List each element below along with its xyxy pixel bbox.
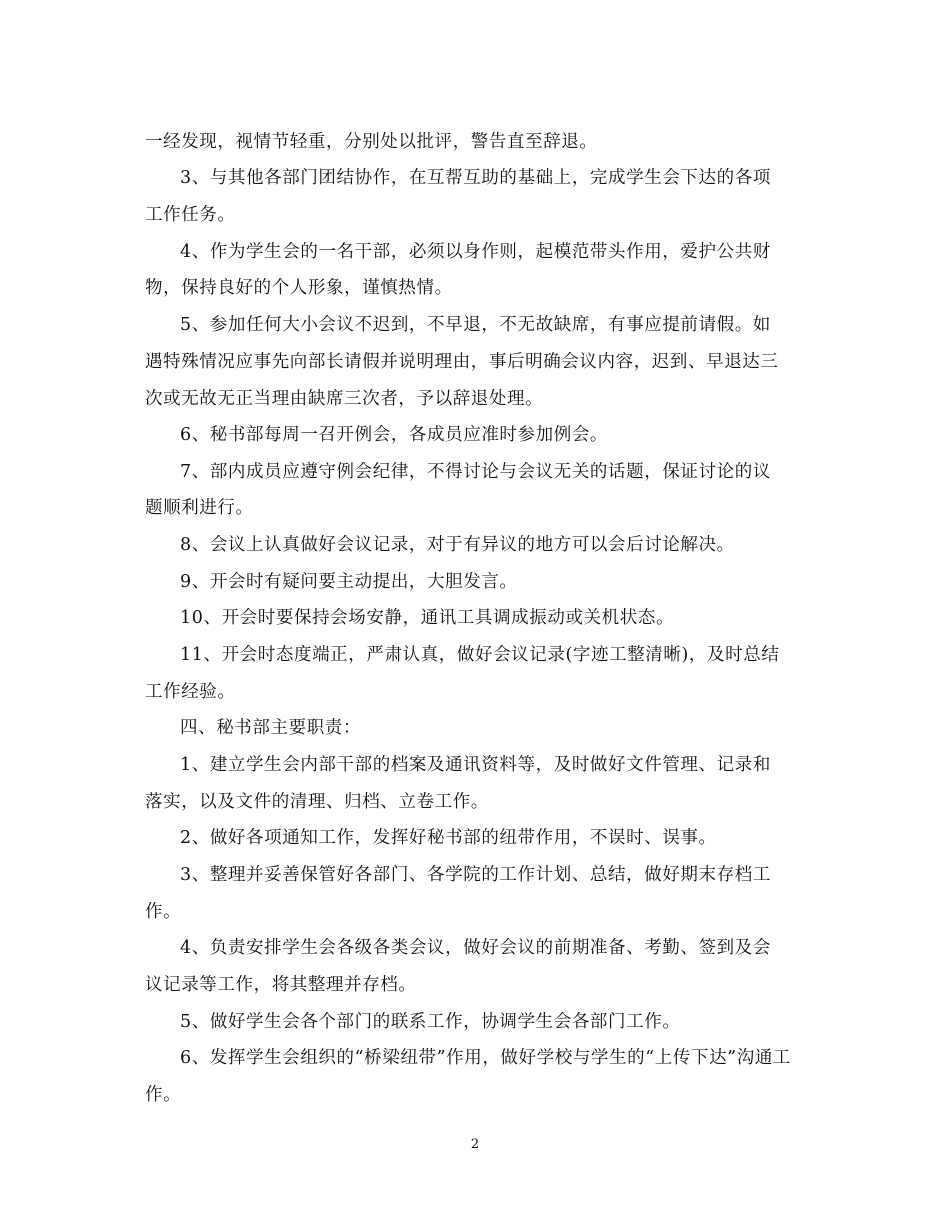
text-line: 2、做好各项通知工作，发挥好秘书部的纽带作用，不误时、误事。 bbox=[180, 828, 717, 848]
text-line: 4、负责安排学生会各级各类会议，做好会议的前期准备、考勤、签到及会 bbox=[180, 938, 771, 958]
section-heading: 四、秘书部主要职责： bbox=[180, 718, 361, 738]
text-line: 落实，以及文件的清理、归档、立卷工作。 bbox=[145, 792, 489, 812]
text-line: 作。 bbox=[145, 902, 182, 922]
text-line: 11、开会时态度端正，严肃认真，做好会议记录(字迹工整清晰)，及时总结 bbox=[180, 645, 780, 665]
text-line: 6、发挥学生会组织的“桥梁纽带”作用，做好学校与学生的“上传下达”沟通工 bbox=[180, 1048, 792, 1068]
text-line: 10、开会时要保持会场安静，通讯工具调成振动或关机状态。 bbox=[180, 608, 675, 628]
text-line: 作。 bbox=[145, 1085, 182, 1105]
text-line: 6、秘书部每周一召开例会，各成员应准时参加例会。 bbox=[180, 425, 609, 445]
text-line: 5、参加任何大小会议不迟到，不早退，不无故缺席，有事应提前请假。如 bbox=[180, 315, 771, 335]
text-line: 物，保持良好的个人形象，谨慎热情。 bbox=[145, 278, 453, 298]
text-line: 题顺利进行。 bbox=[145, 498, 254, 518]
text-line: 一经发现，视情节轻重，分别处以批评，警告直至辞退。 bbox=[145, 132, 598, 152]
text-line: 7、部内成员应遵守例会纪律，不得讨论与会议无关的话题，保证讨论的议 bbox=[180, 462, 771, 482]
text-line: 工作经验。 bbox=[145, 682, 236, 702]
page-number: 2 bbox=[470, 1137, 480, 1152]
text-line: 议记录等工作，将其整理并存档。 bbox=[145, 975, 417, 995]
text-line: 次或无故无正当理由缺席三次者，予以辞退处理。 bbox=[145, 389, 544, 409]
text-line: 3、与其他各部门团结协作，在互帮互助的基础上，完成学生会下达的各项 bbox=[180, 168, 771, 188]
text-line: 5、做好学生会各个部门的联系工作，协调学生会各部门工作。 bbox=[180, 1012, 681, 1032]
text-line: 工作任务。 bbox=[145, 205, 236, 225]
text-line: 4、作为学生会的一名干部，必须以身作则，起模范带头作用，爱护公共财 bbox=[180, 242, 771, 262]
text-line: 1、建立学生会内部干部的档案及通讯资料等，及时做好文件管理、记录和 bbox=[180, 755, 771, 775]
text-line: 遇特殊情况应事先向部长请假并说明理由，事后明确会议内容，迟到、早退达三 bbox=[145, 352, 779, 372]
text-line: 8、会议上认真做好会议记录，对于有异议的地方可以会后讨论解决。 bbox=[180, 535, 735, 555]
text-line: 3、整理并妥善保管好各部门、各学院的工作计划、总结，做好期末存档工 bbox=[180, 865, 771, 885]
text-line: 9、开会时有疑问要主动提出，大胆发言。 bbox=[180, 572, 518, 592]
